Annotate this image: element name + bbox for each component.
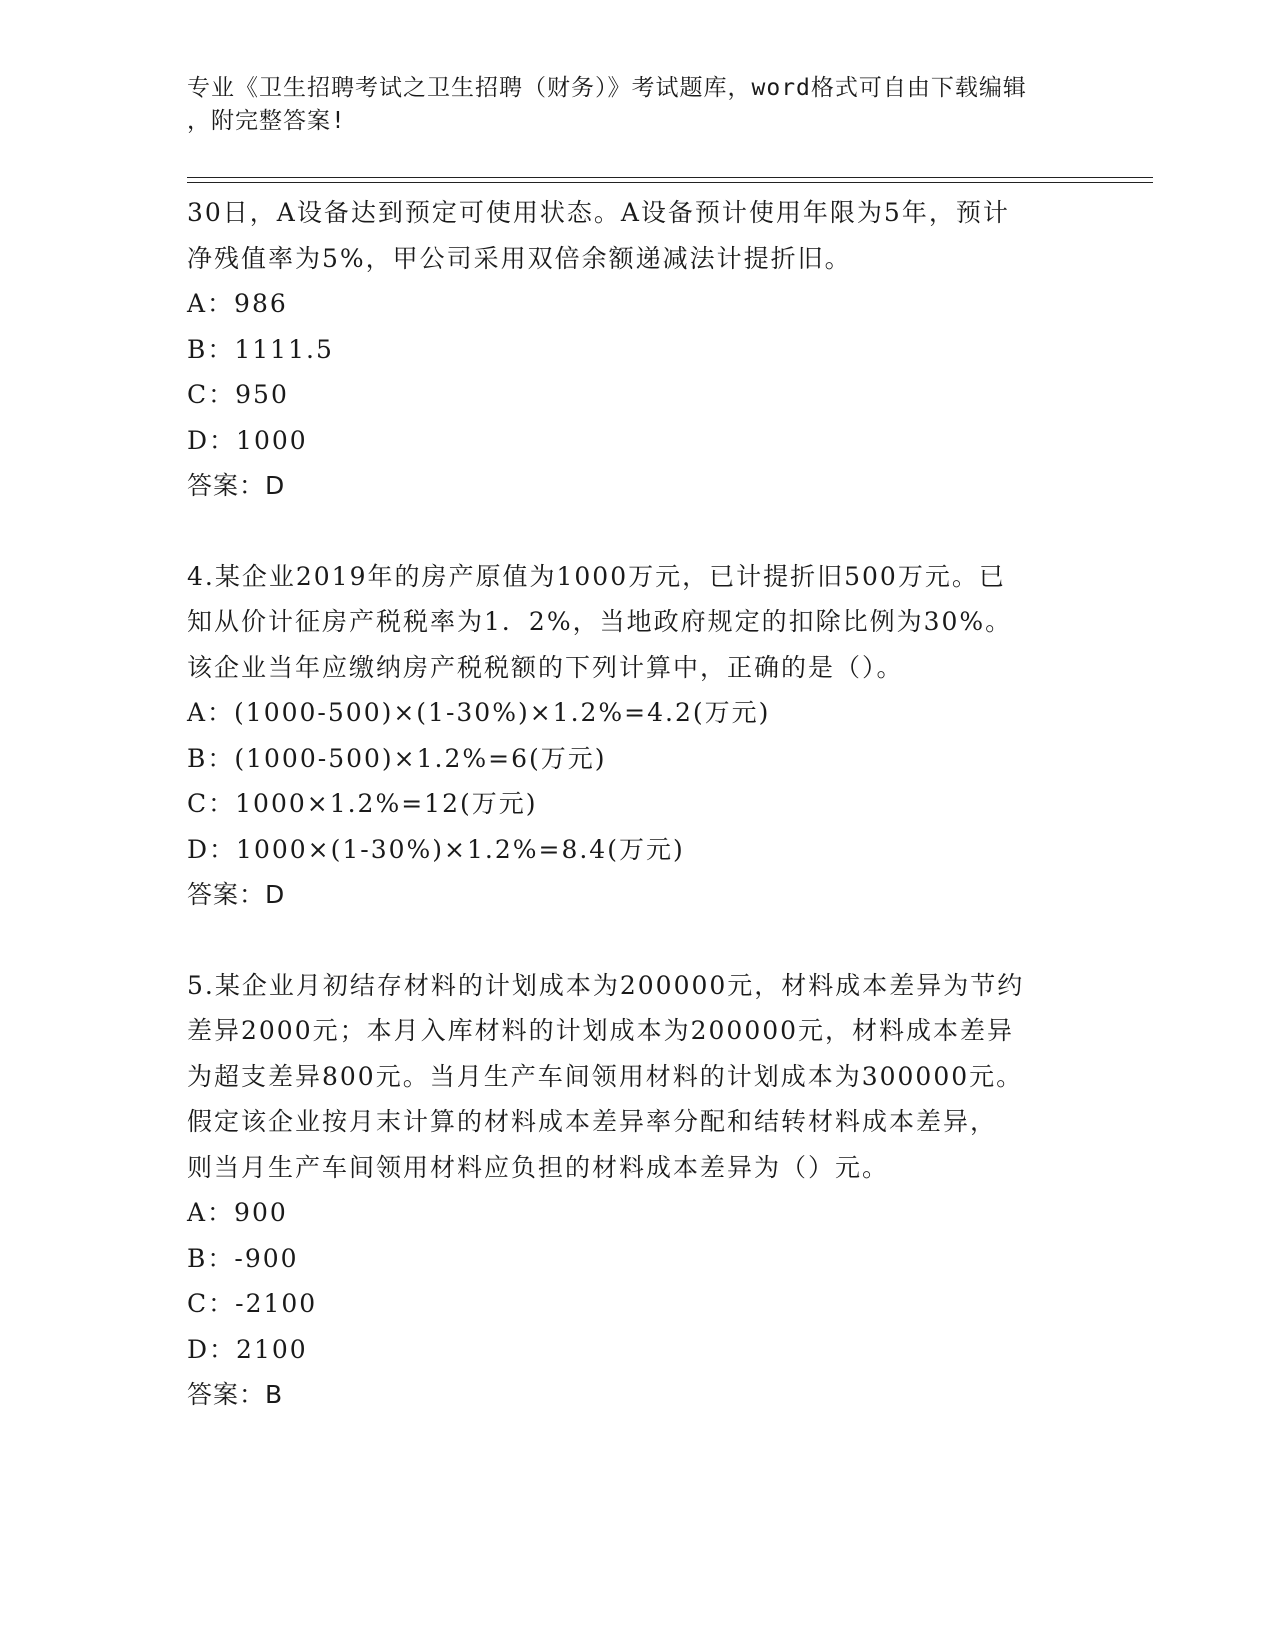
header-divider-top xyxy=(187,177,1153,178)
header-line-1: 专业《卫生招聘考试之卫生招聘（财务）》考试题库，word格式可自由下载编辑 xyxy=(187,75,1027,101)
question-4-option-c: C：1000×1.2%=12(万元) xyxy=(187,789,538,818)
question-4-option-b: B：(1000-500)×1.2%=6(万元) xyxy=(187,743,607,773)
question-4-text-line-2: 知从价计征房产税税率为1．2%，当地政府规定的扣除比例为30%。 xyxy=(187,607,1013,636)
question-5-text-line-1: 5.某企业月初结存材料的计划成本为200000元，材料成本差异为节约 xyxy=(187,970,1025,1000)
document-header xyxy=(187,72,1087,138)
question-3-option-b: B：1111.5 xyxy=(187,334,334,364)
question-3-text-line-1: 30日，A设备达到预定可使用状态。A设备预计使用年限为5年，预计 xyxy=(187,198,1010,227)
question-5-text-line-2: 差异2000元；本月入库材料的计划成本为200000元，材料成本差异 xyxy=(187,1016,1015,1045)
question-5 xyxy=(187,963,1107,1418)
question-4-option-d: D：1000×(1-30%)×1.2%=8.4(万元) xyxy=(187,834,685,864)
question-spacer xyxy=(187,509,1107,554)
question-5-text-line-4: 假定该企业按月末计算的材料成本差异率分配和结转材料成本差异， xyxy=(187,1107,998,1136)
question-5-option-d: D：2100 xyxy=(187,1334,308,1364)
question-4-option-a: A：(1000-500)×(1-30%)×1.2%=4.2(万元) xyxy=(187,698,771,727)
question-5-text-line-5: 则当月生产车间领用材料应负担的材料成本差异为（）元。 xyxy=(187,1152,890,1182)
question-3-option-c: C：950 xyxy=(187,380,289,409)
question-3-option-a: A：986 xyxy=(187,289,288,318)
question-3-text-line-2: 净残值率为5%，甲公司采用双倍余额递减法计提折旧。 xyxy=(187,243,852,273)
question-5-option-a: A：900 xyxy=(187,1198,288,1227)
question-5-text-line-3: 为超支差异800元。当月生产车间领用材料的计划成本为300000元。 xyxy=(187,1061,1024,1091)
question-4 xyxy=(187,554,1107,918)
question-4-answer: 答案：D xyxy=(187,880,286,909)
question-4-text-line-1: 4.某企业2019年的房产原值为1000万元，已计提折旧500万元。已 xyxy=(187,561,1006,591)
question-spacer xyxy=(187,918,1107,963)
header-divider-bottom xyxy=(187,182,1153,183)
question-3-answer: 答案：D xyxy=(187,471,286,500)
question-3 xyxy=(187,190,1107,509)
question-3-option-d: D：1000 xyxy=(187,425,308,455)
document-body xyxy=(187,190,1107,1418)
header-line-2: ，附完整答案! xyxy=(187,108,346,134)
question-4-text-line-3: 该企业当年应缴纳房产税税额的下列计算中，正确的是（）。 xyxy=(187,652,904,682)
question-5-answer: 答案：B xyxy=(187,1380,284,1409)
question-5-option-b: B：-900 xyxy=(187,1243,299,1273)
question-5-option-c: C：-2100 xyxy=(187,1289,318,1318)
